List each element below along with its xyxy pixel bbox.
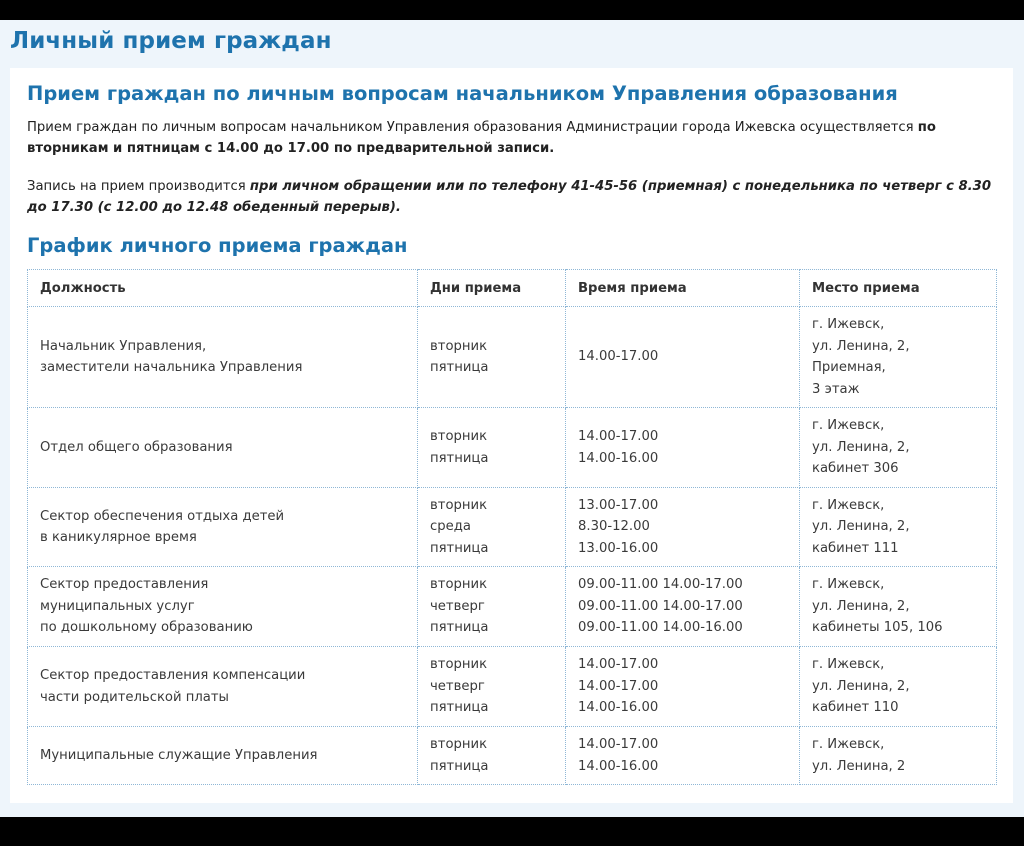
cell-place: г. Ижевск, ул. Ленина, 2, кабинет 110 — [800, 647, 997, 727]
page-frame — [0, 20, 1024, 817]
cell-time: 14.00-17.00 14.00-17.00 14.00-16.00 — [566, 647, 800, 727]
cell-time: 14.00-17.00 14.00-16.00 — [566, 408, 800, 488]
cell-days: вторник четверг пятница — [418, 567, 566, 647]
table-row — [28, 307, 997, 408]
cell-days: вторник среда пятница — [418, 488, 566, 567]
intro-text: Прием граждан по личным вопросам начальником Управления образования Администрации города Ижевска осуществляется — [27, 120, 918, 135]
table-header-row — [28, 270, 997, 307]
cell-position: Начальник Управления, заместители начальника Управления — [28, 307, 418, 408]
cell-time: 13.00-17.00 8.30-12.00 13.00-16.00 — [566, 488, 800, 567]
appointment-bold-italic-text: при личном обращении или по телефону 41-45-56 (приемная) с понедельника по четверг с 8.30 до 17.30 (с 12.00 до 12.48 обеденный перерыв). — [27, 179, 992, 215]
header-time: Время приема — [566, 270, 800, 307]
table-row — [28, 567, 997, 647]
schedule-table — [27, 269, 997, 785]
cell-time: 09.00-11.00 14.00-17.00 09.00-11.00 14.00-17.00 09.00-11.00 14.00-16.00 — [566, 567, 800, 647]
cell-days: вторник пятница — [418, 408, 566, 488]
cell-place: г. Ижевск, ул. Ленина, 2, Приемная, 3 этаж — [800, 307, 997, 408]
cell-time: 14.00-17.00 — [566, 307, 800, 408]
cell-position: Сектор предоставления муниципальных услуг по дошкольному образованию — [28, 567, 418, 647]
intro-paragraph — [27, 117, 999, 159]
header-days: Дни приема — [418, 270, 566, 307]
appointment-text: Запись на прием производится — [27, 179, 250, 194]
cell-days: вторник пятница — [418, 727, 566, 785]
schedule-title: График личного приема граждан — [27, 234, 408, 257]
intro-bold-text: по вторникам и пятницам с 14.00 до 17.00 по предварительной записи. — [27, 120, 936, 156]
appointment-paragraph — [27, 176, 999, 218]
cell-position: Сектор обеспечения отдыха детей в каникулярное время — [28, 488, 418, 567]
cell-place: г. Ижевск, ул. Ленина, 2, кабинет 111 — [800, 488, 997, 567]
cell-position: Отдел общего образования — [28, 408, 418, 488]
section-title: Прием граждан по личным вопросам начальником Управления образования — [27, 82, 898, 105]
page-title: Личный прием граждан — [10, 28, 332, 54]
header-position: Должность — [28, 270, 418, 307]
table-row — [28, 727, 997, 785]
cell-place: г. Ижевск, ул. Ленина, 2, кабинеты 105, 106 — [800, 567, 997, 647]
cell-days: вторник четверг пятница — [418, 647, 566, 727]
table-row — [28, 408, 997, 488]
table-row — [28, 488, 997, 567]
cell-days: вторник пятница — [418, 307, 566, 408]
cell-position: Муниципальные служащие Управления — [28, 727, 418, 785]
content-panel — [10, 68, 1013, 803]
cell-time: 14.00-17.00 14.00-16.00 — [566, 727, 800, 785]
table-row — [28, 647, 997, 727]
cell-position: Сектор предоставления компенсации части родительской платы — [28, 647, 418, 727]
cell-place: г. Ижевск, ул. Ленина, 2 — [800, 727, 997, 785]
cell-place: г. Ижевск, ул. Ленина, 2, кабинет 306 — [800, 408, 997, 488]
header-place: Место приема — [800, 270, 997, 307]
